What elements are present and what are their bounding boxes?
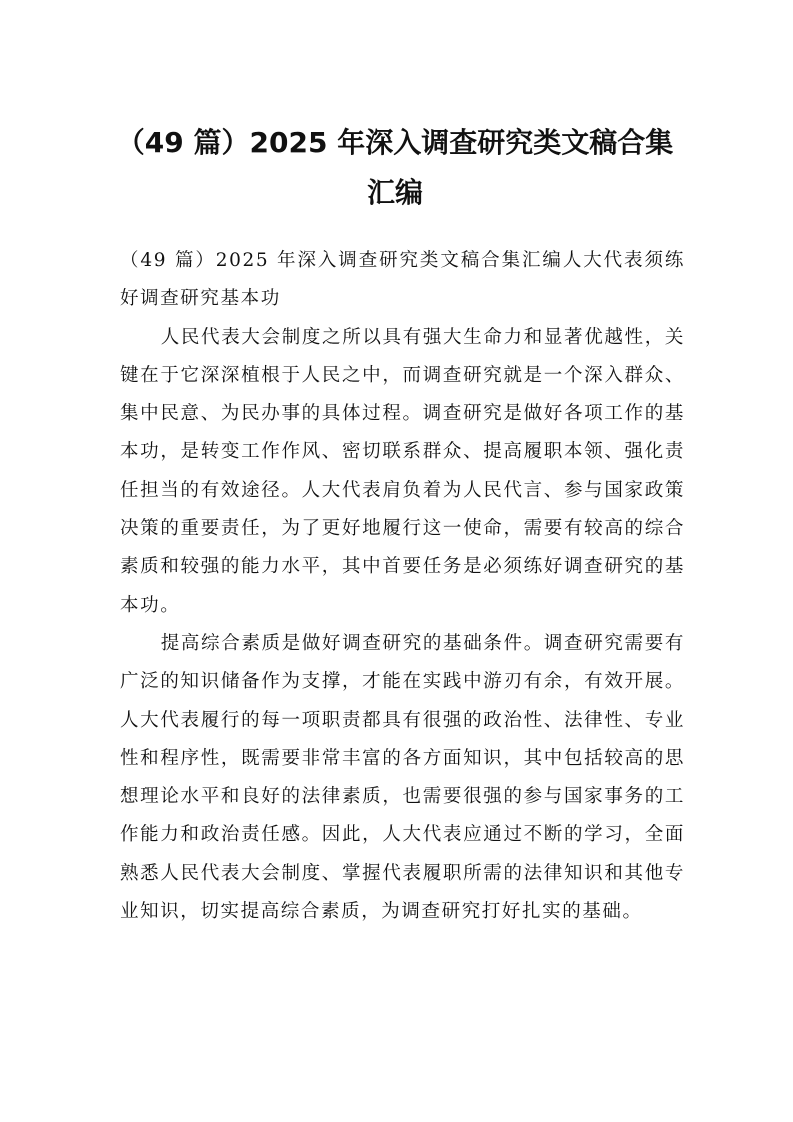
document-title: （49 篇）2025 年深入调查研究类文稿合集汇编 [116, 126, 674, 209]
document-body [120, 242, 685, 931]
subtitle-line: （49 篇）2025 年深入调查研究类文稿合集汇编人大代表须练好调查研究基本功 [120, 250, 685, 310]
paragraph-1: 人民代表大会制度之所以具有强大生命力和显著优越性，关键在于它深深植根于人民之中，而调查研究就是一个深入群众、集中民意、为民办事的具体过程。调查研究是做好各项工作的基本功，是转变工作作风、密切联系群众、提高履职本领、强化责任担当的有效途径。人大代表肩负着为人民代言、参与国家政策决策的重要责任，为了更好地履行这一使命，需要有较高的综合素质和较强的能力水平，其中首要任务是必须练好调查研究的基本功。 [120, 326, 685, 616]
paragraph-2: 提高综合素质是做好调查研究的基础条件。调查研究需要有广泛的知识储备作为支撑，才能在实践中游刃有余，有效开展。人大代表履行的每一项职责都具有很强的政治性、法律性、专业性和程序性，既需要非常丰富的各方面知识，其中包括较高的思想理论水平和良好的法律素质，也需要很强的参与国家事务的工作能力和政治责任感。因此，人大代表应通过不断的学习，全面熟悉人民代表大会制度、掌握代表履职所需的法律知识和其他专业知识，切实提高综合素质，为调查研究打好扎实的基础。 [120, 632, 685, 923]
